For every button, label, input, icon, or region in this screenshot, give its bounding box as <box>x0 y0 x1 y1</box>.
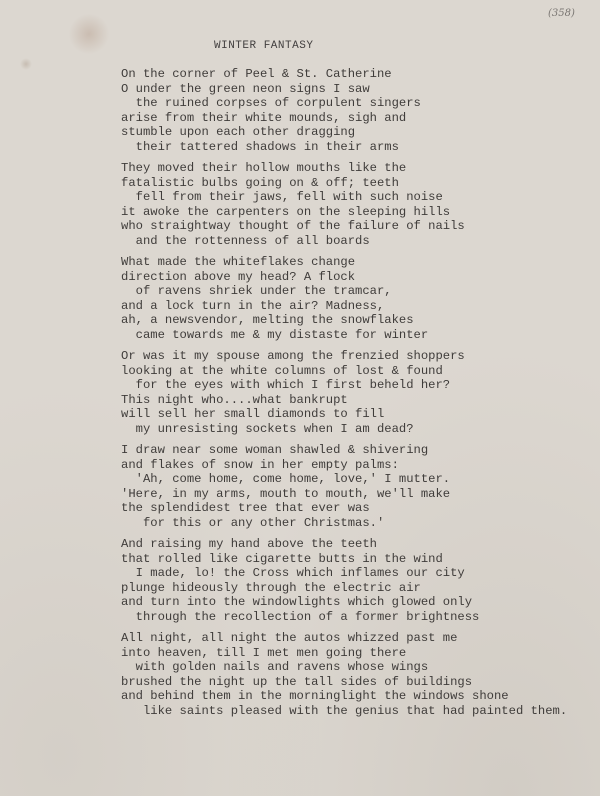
poem-line: This night who....what bankrupt <box>121 392 348 407</box>
poem-line: They moved their hollow mouths like the <box>121 161 407 175</box>
paper-stain <box>68 14 110 54</box>
poem-line: for this or any other Christmas.' <box>121 515 385 530</box>
poem-line: and behind them in the morninglight the windows shone <box>121 689 509 703</box>
poem-line: And raising my hand above the teeth <box>121 537 377 551</box>
poem-line: arise from their white mounds, sigh and <box>121 110 407 125</box>
poem-line: O under the green neon signs I saw <box>121 81 370 96</box>
poem-line: like saints pleased with the genius that had painted them. <box>121 703 568 718</box>
poem-line: 'Here, in my arms, mouth to mouth, we'll make <box>121 486 451 501</box>
poem-line: and the rottenness of all boards <box>121 233 370 248</box>
poem-line: All night, all night the autos whizzed past me <box>121 631 458 645</box>
stanza <box>121 67 591 161</box>
poem-line: came towards me & my distaste for winter <box>121 327 429 342</box>
poem-body <box>121 67 591 725</box>
poem-line: fatalistic bulbs going on & off; teeth <box>121 175 399 190</box>
poem-line: the ruined corpses of corpulent singers <box>121 96 421 110</box>
stanza <box>121 443 591 537</box>
poem-line: and flakes of snow in her empty palms: <box>121 457 399 472</box>
poem-line: fell from their jaws, fell with such noise <box>121 190 443 204</box>
poem-line: looking at the white columns of lost & found <box>121 363 443 378</box>
poem-line: I draw near some woman shawled & shivering <box>121 443 429 457</box>
poem-line: I made, lo! the Cross which inflames our city <box>121 566 465 580</box>
poem-line: their tattered shadows in their arms <box>121 139 399 154</box>
stanza <box>121 255 591 349</box>
poem-line: plunge hideously through the electric air <box>121 580 421 595</box>
poem-line: the splendidest tree that ever was <box>121 501 370 515</box>
stanza <box>121 349 591 443</box>
poem-line: and turn into the windowlights which glowed only <box>121 595 473 609</box>
poem-line: with golden nails and ravens whose wings <box>121 660 429 674</box>
poem-line: and a lock turn in the air? Madness, <box>121 298 385 313</box>
poem-line: Or was it my spouse among the frenzied shoppers <box>121 349 465 363</box>
stanza <box>121 631 591 725</box>
poem-line: through the recollection of a former brightness <box>121 609 480 624</box>
poem-line: of ravens shriek under the tramcar, <box>121 284 392 298</box>
paper-stain <box>20 58 32 70</box>
poem-line: stumble upon each other dragging <box>121 125 356 139</box>
poem-line: direction above my head? A flock <box>121 269 356 284</box>
poem-line: into heaven, till I met men going there <box>121 645 407 660</box>
poem-line: my unresisting sockets when I am dead? <box>121 421 414 436</box>
poem-line: for the eyes with which I first beheld her? <box>121 378 451 392</box>
poem-title: WINTER FANTASY <box>214 40 314 52</box>
poem-line: ah, a newsvendor, melting the snowflakes <box>121 313 414 327</box>
poem-line: On the corner of Peel & St. Catherine <box>121 67 392 81</box>
poem-line: What made the whiteflakes change <box>121 255 356 269</box>
stanza <box>121 537 591 631</box>
poem-line: it awoke the carpenters on the sleeping hills <box>121 204 451 219</box>
poem-line: who straightway thought of the failure of nails <box>121 219 465 233</box>
poem-line: that rolled like cigarette butts in the wind <box>121 551 443 566</box>
poem-line: brushed the night up the tall sides of buildings <box>121 674 473 689</box>
page-number: (358) <box>548 8 575 19</box>
poem-line: will sell her small diamonds to fill <box>121 407 385 421</box>
stanza <box>121 161 591 255</box>
poem-line: 'Ah, come home, come home, love,' I mutter. <box>121 472 451 486</box>
